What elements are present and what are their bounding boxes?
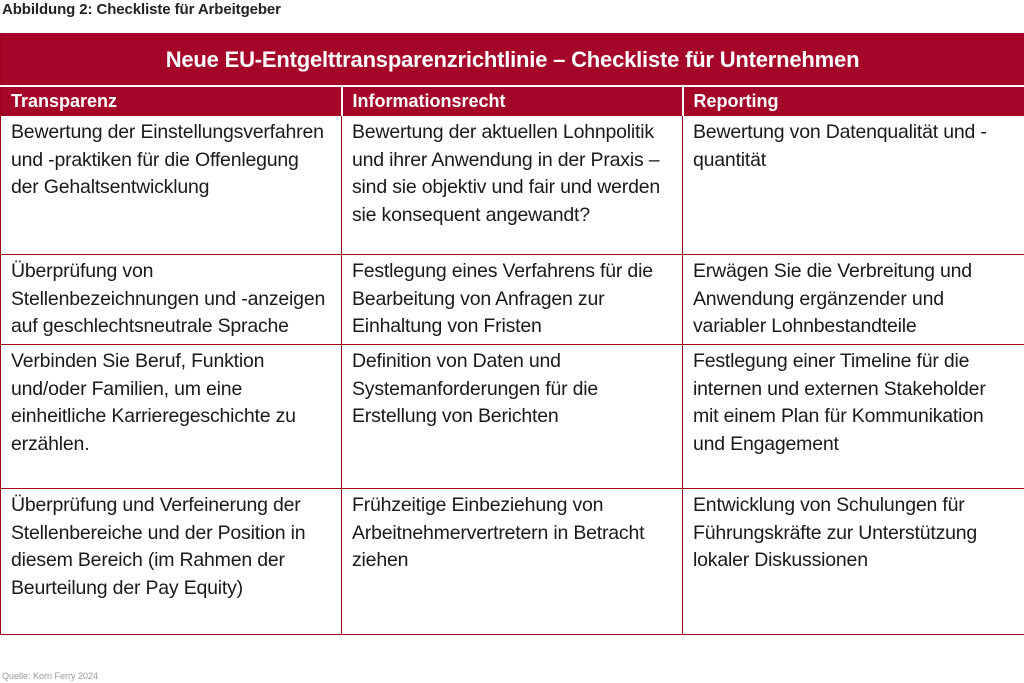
table-cell: Festlegung einer Timeline für die internen und externen Stakeholder mit einem Plan für Kommunikation und Engagement (683, 345, 1024, 489)
table-cell: Erwägen Sie die Verbreitung und Anwendung ergänzender und variabler Lohnbestandteile (683, 255, 1024, 345)
column-header-informationsrecht: Informationsrecht (342, 86, 683, 116)
source-note: Quelle: Korn Ferry 2024 (2, 671, 99, 681)
table-row (1, 116, 1024, 255)
table-row (1, 489, 1024, 635)
column-header-row (1, 86, 1024, 116)
checklist-table (0, 33, 1024, 635)
table-cell: Verbinden Sie Beruf, Funktion und/oder Familien, um eine einheitliche Karrieregeschichte zu erzählen. (1, 345, 342, 489)
column-header-transparenz: Transparenz (1, 86, 342, 116)
table-cell: Bewertung der Einstellungsverfahren und -praktiken für die Offenlegung der Gehaltsentwicklung (1, 116, 342, 255)
table-cell: Überprüfung von Stellenbezeichnungen und -anzeigen auf geschlechtsneutrale Sprache (1, 255, 342, 345)
table-title: Neue EU-Entgelttransparenzrichtlinie – Checkliste für Unternehmen (1, 34, 1024, 87)
figure-caption: Abbildung 2: Checkliste für Arbeitgeber (2, 1, 281, 18)
table-cell: Definition von Daten und Systemanforderungen für die Erstellung von Berichten (342, 345, 683, 489)
table-cell: Entwicklung von Schulungen für Führungskräfte zur Unterstützung lokaler Diskussionen (683, 489, 1024, 635)
table-cell: Festlegung eines Verfahrens für die Bearbeitung von Anfragen zur Einhaltung von Fristen (342, 255, 683, 345)
column-header-reporting: Reporting (683, 86, 1024, 116)
table-cell: Bewertung der aktuellen Lohnpolitik und ihrer Anwendung in der Praxis – sind sie objektiv und fair und werden sie konsequent angewandt? (342, 116, 683, 255)
table-title-row (1, 34, 1024, 87)
table-cell: Frühzeitige Einbeziehung von Arbeitnehmervertretern in Betracht ziehen (342, 489, 683, 635)
table-cell: Bewertung von Datenqualität und -quantität (683, 116, 1024, 255)
table-cell: Überprüfung und Verfeinerung der Stellenbereiche und der Position in diesem Bereich (im Rahmen der Beurteilung der Pay Equity) (1, 489, 342, 635)
table-row (1, 255, 1024, 345)
table-row (1, 345, 1024, 489)
